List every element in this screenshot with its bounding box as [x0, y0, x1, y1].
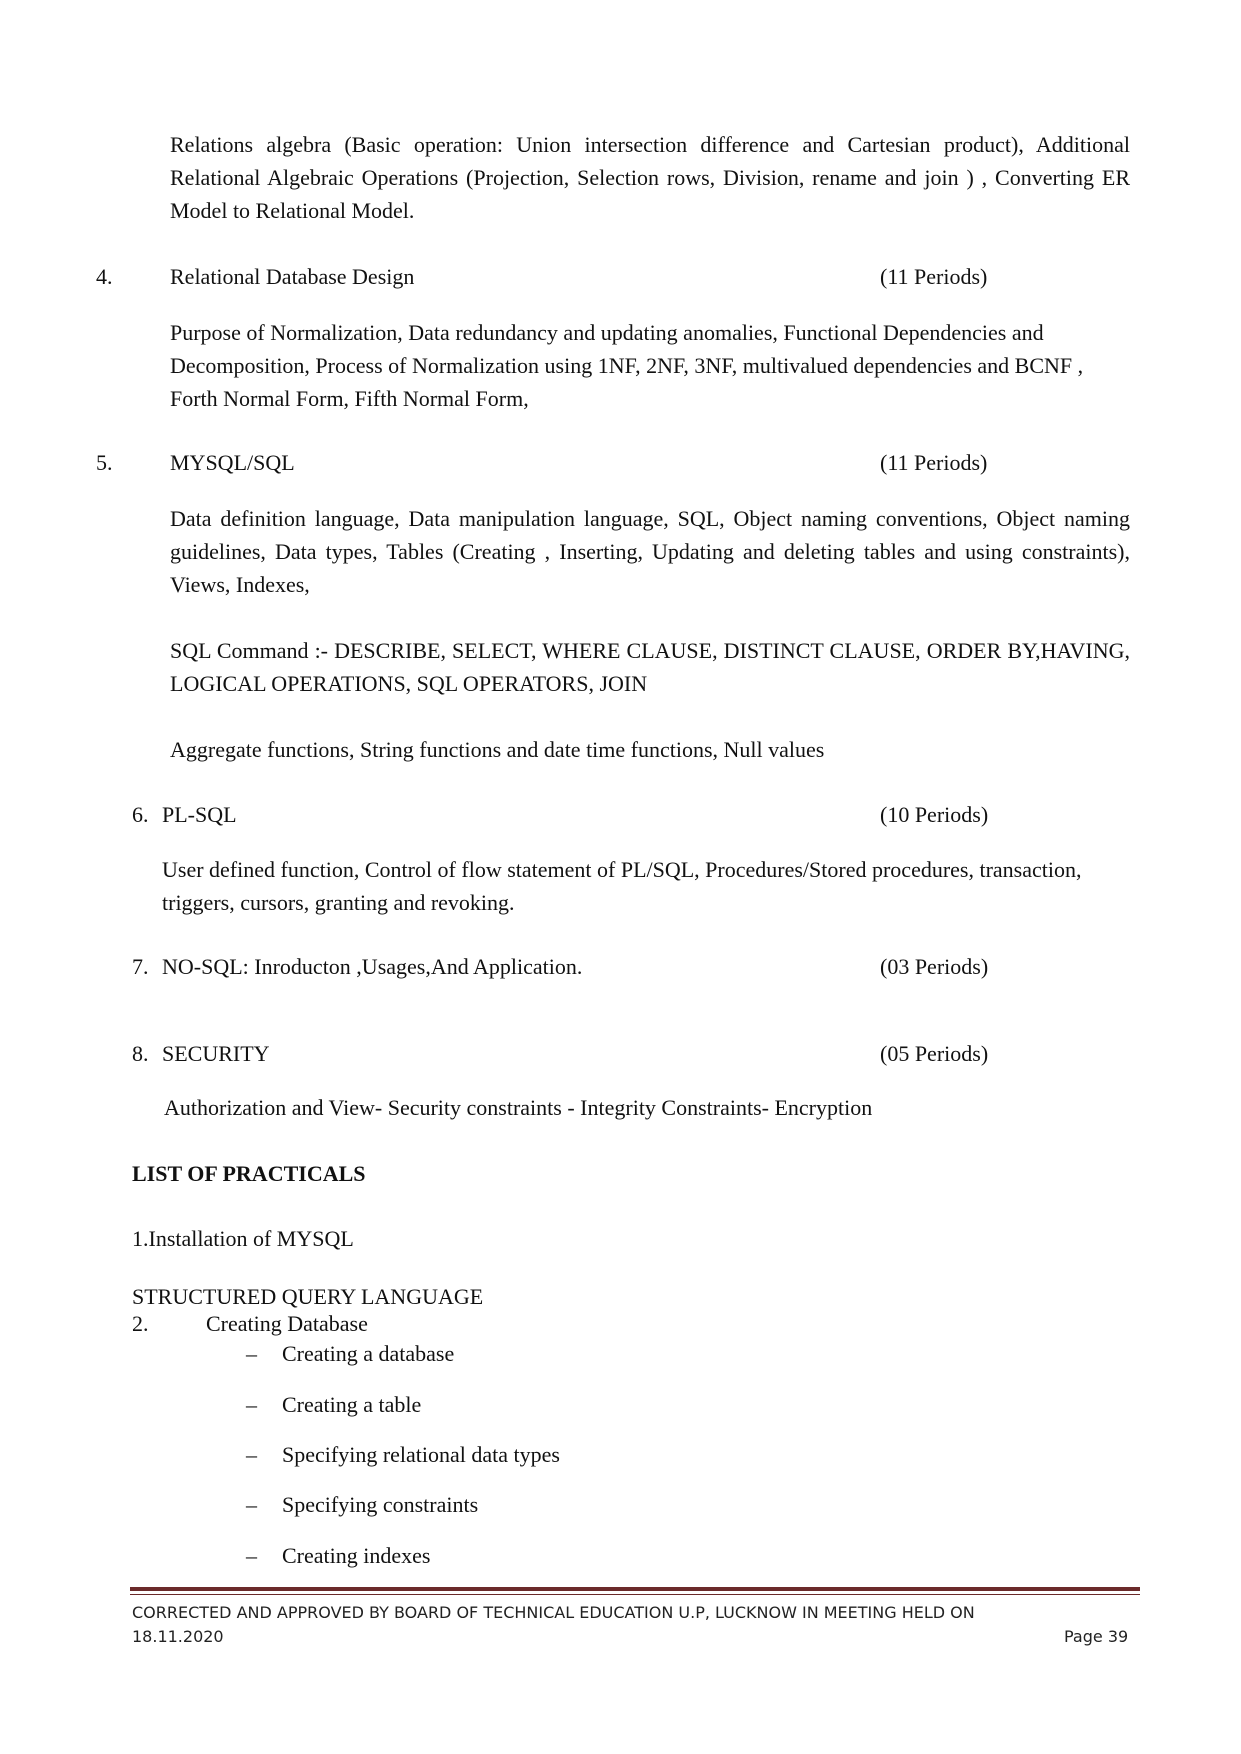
footer-date: 18.11.2020 — [132, 1627, 224, 1646]
practicals-heading: LIST OF PRACTICALS — [132, 1161, 366, 1186]
subitem-text: Specifying constraints — [282, 1492, 479, 1517]
subitem-text: Creating indexes — [282, 1543, 431, 1568]
unit-4-number: 4. — [96, 264, 113, 289]
subitem-text: Creating a database — [282, 1341, 455, 1366]
unit-6-number: 6. — [132, 802, 149, 827]
list-item — [246, 1390, 421, 1420]
footer-page-number: Page 39 — [1064, 1627, 1129, 1646]
subitem-text: Specifying relational data types — [282, 1442, 560, 1467]
list-item — [246, 1440, 560, 1470]
unit-6-title: PL-SQL — [162, 802, 237, 827]
list-item — [246, 1490, 478, 1520]
unit-4-periods: (11 Periods) — [880, 264, 988, 289]
dash-mark: – — [246, 1543, 257, 1568]
unit-8-title: SECURITY — [162, 1041, 270, 1066]
practical-1-text: Installation of MYSQL — [148, 1226, 354, 1251]
dash-mark: – — [246, 1492, 257, 1517]
unit-7-periods: (03 Periods) — [880, 954, 989, 979]
unit-5-paragraph-1: Data definition language, Data manipulation language, SQL, Object naming conventions, Object naming guidelines, Data types, Tables (Creating , Inserting, Updating and deleting tables and using constraints), Views, Indexes, — [170, 506, 1130, 597]
unit-4-title: Relational Database Design — [170, 264, 415, 289]
unit-6-periods: (10 Periods) — [880, 802, 989, 827]
footer-approval-line: CORRECTED AND APPROVED BY BOARD OF TECHNICAL EDUCATION U.P, LUCKNOW IN MEETING HELD ON — [132, 1603, 975, 1622]
footer-rule-thick — [130, 1587, 1140, 1591]
intro-paragraph: Relations algebra (Basic operation: Union intersection difference and Cartesian product), Additional Relational Algebraic Operations (Projection, Selection rows, Division, rename and join ) , Converting ER Model to Relational Model. — [170, 132, 1130, 223]
list-item — [246, 1339, 454, 1369]
unit-6-paragraph: User defined function, Control of flow statement of PL/SQL, Procedures/Stored procedures, transaction, triggers, cursors, granting and revoking. — [162, 857, 1082, 915]
list-item — [246, 1541, 430, 1571]
unit-5-number: 5. — [96, 450, 113, 475]
unit-5-paragraph-2: SQL Command :- DESCRIBE, SELECT, WHERE CLAUSE, DISTINCT CLAUSE, ORDER BY,HAVING, LOGICAL OPERATIONS, SQL OPERATORS, JOIN — [170, 638, 1130, 696]
practical-2-text: Creating Database — [206, 1311, 368, 1336]
footer-rule-thin — [130, 1594, 1140, 1595]
unit-4-paragraph: Purpose of Normalization, Data redundancy and updating anomalies, Functional Dependencies and Decomposition, Process of Normalization using 1NF, 2NF, 3NF, multivalued dependencies and BCNF , Forth Normal Form, Fifth Normal Form, — [170, 320, 1084, 411]
practical-2-number: 2. — [132, 1311, 149, 1336]
dash-mark: – — [246, 1442, 257, 1467]
dash-mark: – — [246, 1341, 257, 1366]
practical-1 — [132, 1224, 354, 1254]
unit-7-title: NO-SQL: Inroducton ,Usages,And Application. — [162, 954, 583, 979]
unit-5-title: MYSQL/SQL — [170, 450, 295, 475]
subitem-text: Creating a table — [282, 1392, 422, 1417]
dash-mark: – — [246, 1392, 257, 1417]
practical-1-number: 1. — [132, 1226, 149, 1251]
practicals-subheading: STRUCTURED QUERY LANGUAGE — [132, 1284, 484, 1309]
unit-8-paragraph: Authorization and View- Security constraints - Integrity Constraints- Encryption — [164, 1095, 873, 1120]
unit-5-paragraph-3: Aggregate functions, String functions and date time functions, Null values — [170, 737, 825, 762]
unit-8-periods: (05 Periods) — [880, 1041, 989, 1066]
unit-5-periods: (11 Periods) — [880, 450, 988, 475]
unit-8-number: 8. — [132, 1041, 149, 1066]
unit-7-number: 7. — [132, 954, 149, 979]
